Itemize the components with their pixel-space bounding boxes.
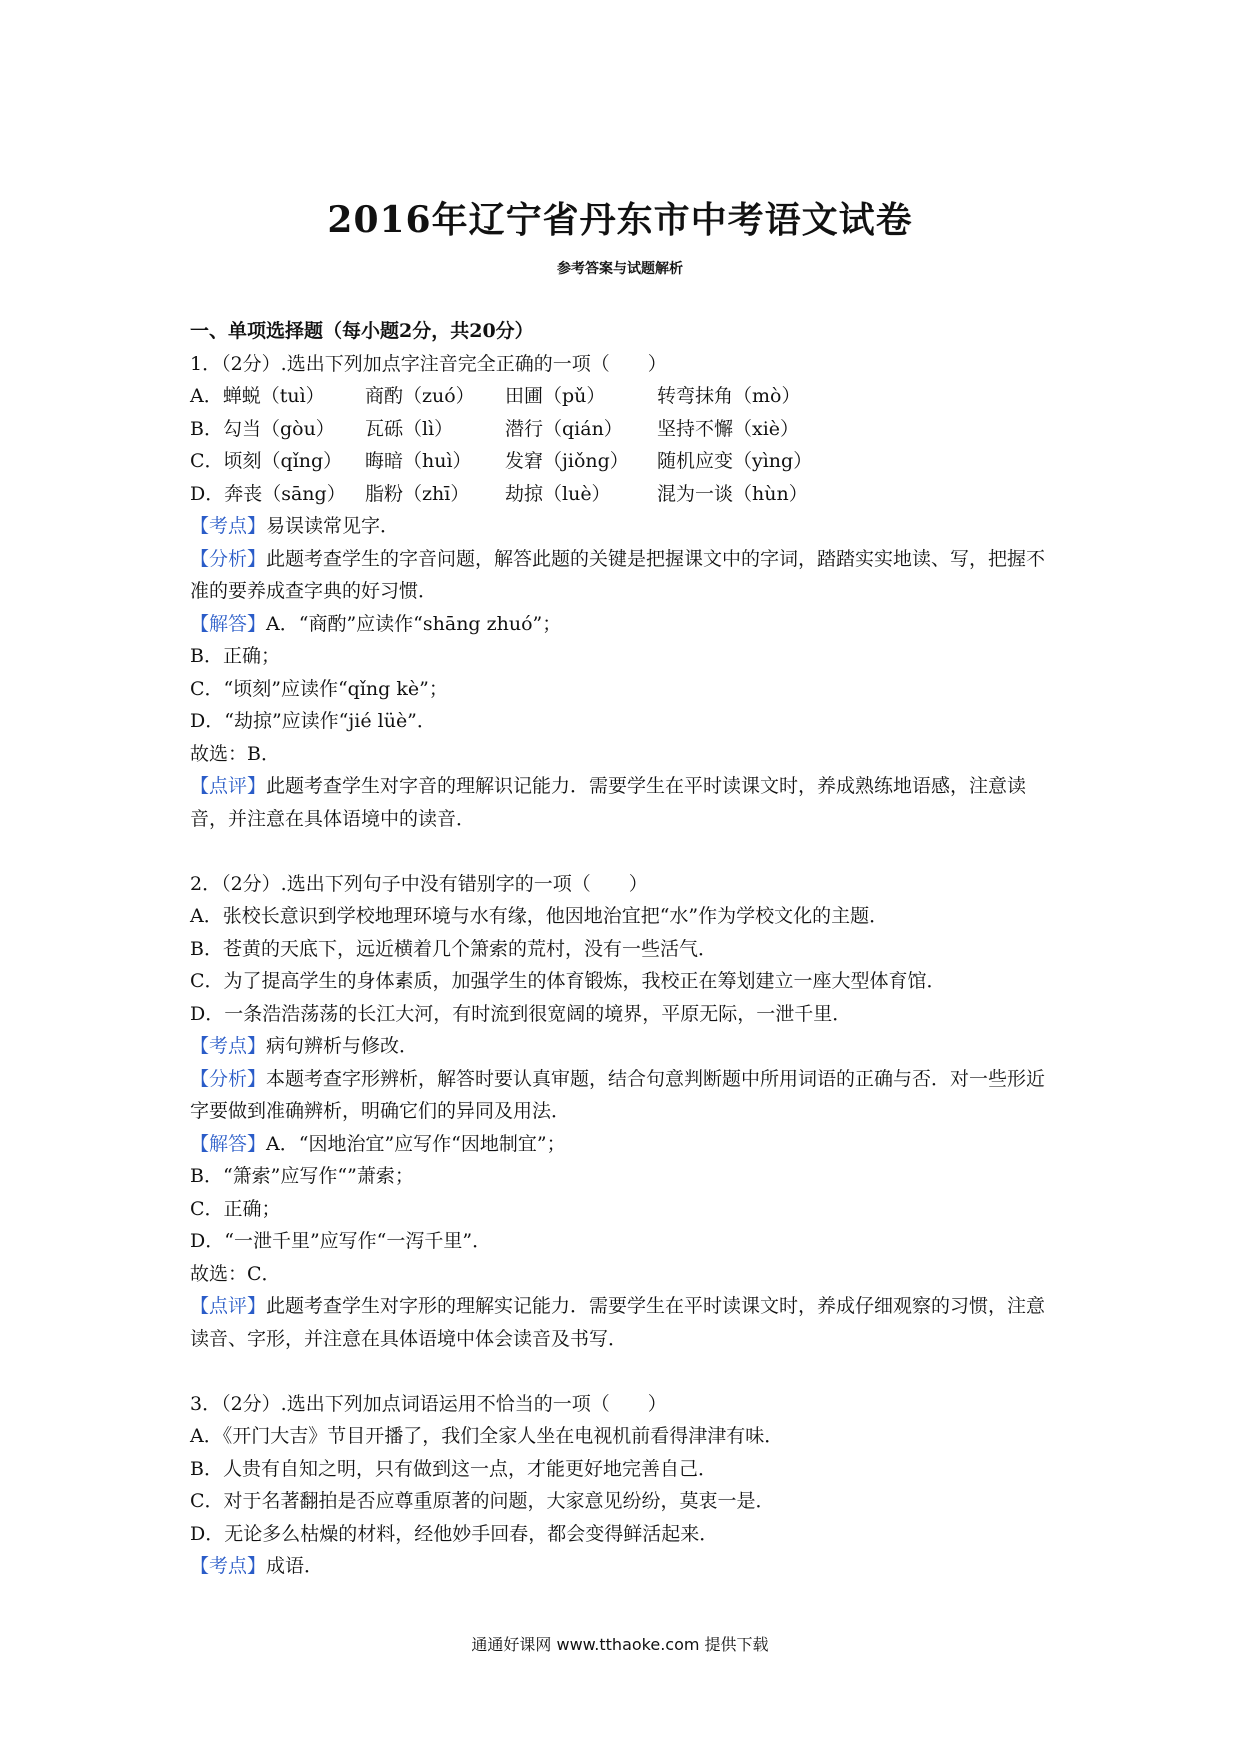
- option-item: 潜行（qián）: [505, 417, 623, 440]
- option-item: A．蝉蜕（tuì）: [190, 385, 325, 407]
- option-item: 瓦砾（lì）: [365, 417, 454, 440]
- jieda-line: B．“箫索”应写作“”萧索；: [190, 1165, 414, 1187]
- question-2-option-a: A．张校长意识到学校地理环境与水有缘，他因地治宜把“水”作为学校文化的主题．: [190, 905, 889, 927]
- fenxi-text: 本题考查字形辨析，解答时要认真审题，结合句意判断题中所用词语的正确与否．对一些形近字要做到准确辨析，明确它们的异同及用法．: [190, 1067, 1046, 1122]
- option-item: 转弯抹角（mò）: [657, 385, 801, 407]
- fenxi-tag: 【分析】: [190, 547, 267, 570]
- jieda-line: C．“顷刻”应读作“qǐng kè”；: [190, 677, 448, 700]
- question-2-stem: 2．（2分）.选出下列句子中没有错别字的一项（ ）: [190, 872, 648, 895]
- jieda-tag: 【解答】: [190, 1132, 267, 1155]
- dianping-text: 此题考查学生对字形的理解实记能力．需要学生在平时读课文时，养成仔细观察的习惯，注意读音、字形，并注意在具体语境中体会读音及书写．: [190, 1295, 1046, 1350]
- kaodian-tag: 【考点】: [190, 515, 267, 537]
- question-3-option-d: D．无论多么枯燥的材料，经他妙手回春，都会变得鲜活起来．: [190, 1522, 719, 1545]
- dianping-text: 此题考查学生对字音的理解识记能力．需要学生在平时读课文时，养成熟练地语感，注意读音，并注意在具体语境中的读音．: [190, 775, 1027, 830]
- question-1-option-c: [190, 445, 1060, 478]
- dianping-tag: 【点评】: [190, 1295, 267, 1317]
- dianping-tag: 【点评】: [190, 775, 267, 797]
- page-subtitle: 参考答案与试题解析: [557, 261, 683, 277]
- question-3-kaodian: [190, 1550, 1060, 1583]
- spacer: [190, 835, 1060, 868]
- question-2-option-d: D．一条浩浩荡荡的长江大河，有时流到很宽阔的境界，平原无际，一泄千里．: [190, 1002, 852, 1025]
- question-1-option-d: [190, 478, 1060, 511]
- question-1-fenxi: [190, 543, 1060, 608]
- option-item: 商酌（zuó）: [365, 385, 475, 407]
- question-1-jieda: [190, 608, 1060, 641]
- jieda-line: A．“商酌”应读作“shāng zhuó”；: [266, 612, 562, 635]
- option-item: 随机应变（yìng）: [657, 450, 813, 472]
- kaodian-text: 成语．: [266, 1555, 324, 1577]
- question-2-kaodian: [190, 1030, 1060, 1063]
- jieda-line: A．“因地治宜”应写作“因地制宜”；: [266, 1132, 566, 1155]
- kaodian-text: 易误读常见字．: [266, 515, 400, 537]
- kaodian-tag: 【考点】: [190, 1035, 267, 1057]
- fenxi-text: 此题考查学生的字音问题，解答此题的关键是把握课文中的字词，踏踏实实地读、写，把握不准的要养成查字典的好习惯．: [190, 547, 1046, 602]
- option-item: C．顷刻（qǐng）: [190, 450, 343, 472]
- kaodian-text: 病句辨析与修改．: [266, 1035, 419, 1057]
- option-item: 田圃（pǔ）: [505, 385, 606, 407]
- question-2-dianping: [190, 1290, 1060, 1355]
- option-item: 脂粉（zhī）: [365, 482, 470, 505]
- jieda-line: D．“劫掠”应读作“jié lüè”．: [190, 710, 436, 732]
- spacer: [190, 1355, 1060, 1388]
- option-item: 晦暗（huì）: [365, 450, 472, 472]
- jieda-line: D．“一泄千里”应写作“一泻千里”．: [190, 1230, 492, 1252]
- question-3-option-a: A．《开门大吉》节目开播了，我们全家人坐在电视机前看得津津有味．: [190, 1425, 784, 1447]
- jieda-line: C．正确；: [190, 1197, 281, 1220]
- option-item: 发窘（jiǒng）: [505, 450, 629, 472]
- option-item: 坚持不懈（xiè）: [657, 417, 800, 440]
- option-item: D．奔丧（sāng）: [190, 482, 346, 505]
- question-1-option-a: [190, 380, 1060, 413]
- option-item: 混为一谈（hùn）: [657, 482, 808, 505]
- question-2-option-c: C．为了提高学生的身体素质，加强学生的体育锻炼，我校正在筹划建立一座大型体育馆．: [190, 970, 946, 992]
- page-footer: 通通好课网 www.tthaoke.com 提供下载: [471, 1635, 769, 1654]
- fenxi-tag: 【分析】: [190, 1067, 267, 1090]
- answer-line: 故选：C．: [190, 1262, 281, 1285]
- question-1-dianping: [190, 770, 1060, 835]
- question-3-option-c: C．对于名著翻拍是否应尊重原著的问题，大家意见纷纷，莫衷一是．: [190, 1490, 775, 1512]
- question-3-stem: 3．（2分）.选出下列加点词语运用不恰当的一项（ ）: [190, 1392, 667, 1415]
- question-1-kaodian: [190, 510, 1060, 543]
- option-item: 劫掠（luè）: [505, 482, 611, 505]
- kaodian-tag: 【考点】: [190, 1555, 267, 1577]
- question-2-option-b: B．苍黄的天底下，远近横着几个箫索的荒村，没有一些活气．: [190, 937, 717, 960]
- question-1-option-b: [190, 413, 1060, 446]
- exam-content: [190, 315, 1060, 1583]
- question-2-fenxi: [190, 1063, 1060, 1128]
- question-3-option-b: B．人贵有自知之明，只有做到这一点，才能更好地完善自己．: [190, 1457, 717, 1480]
- option-item: B．勾当（gòu）: [190, 417, 335, 440]
- page-title: 2016年辽宁省丹东市中考语文试卷: [327, 199, 913, 241]
- jieda-tag: 【解答】: [190, 612, 267, 635]
- question-1-stem: 1．（2分）.选出下列加点字注音完全正确的一项（ ）: [190, 352, 667, 375]
- section-heading: 一、单项选择题（每小题2分，共20分）: [190, 320, 534, 342]
- jieda-line: B．正确；: [190, 645, 280, 667]
- question-2-jieda: [190, 1128, 1060, 1161]
- answer-line: 故选：B．: [190, 742, 280, 765]
